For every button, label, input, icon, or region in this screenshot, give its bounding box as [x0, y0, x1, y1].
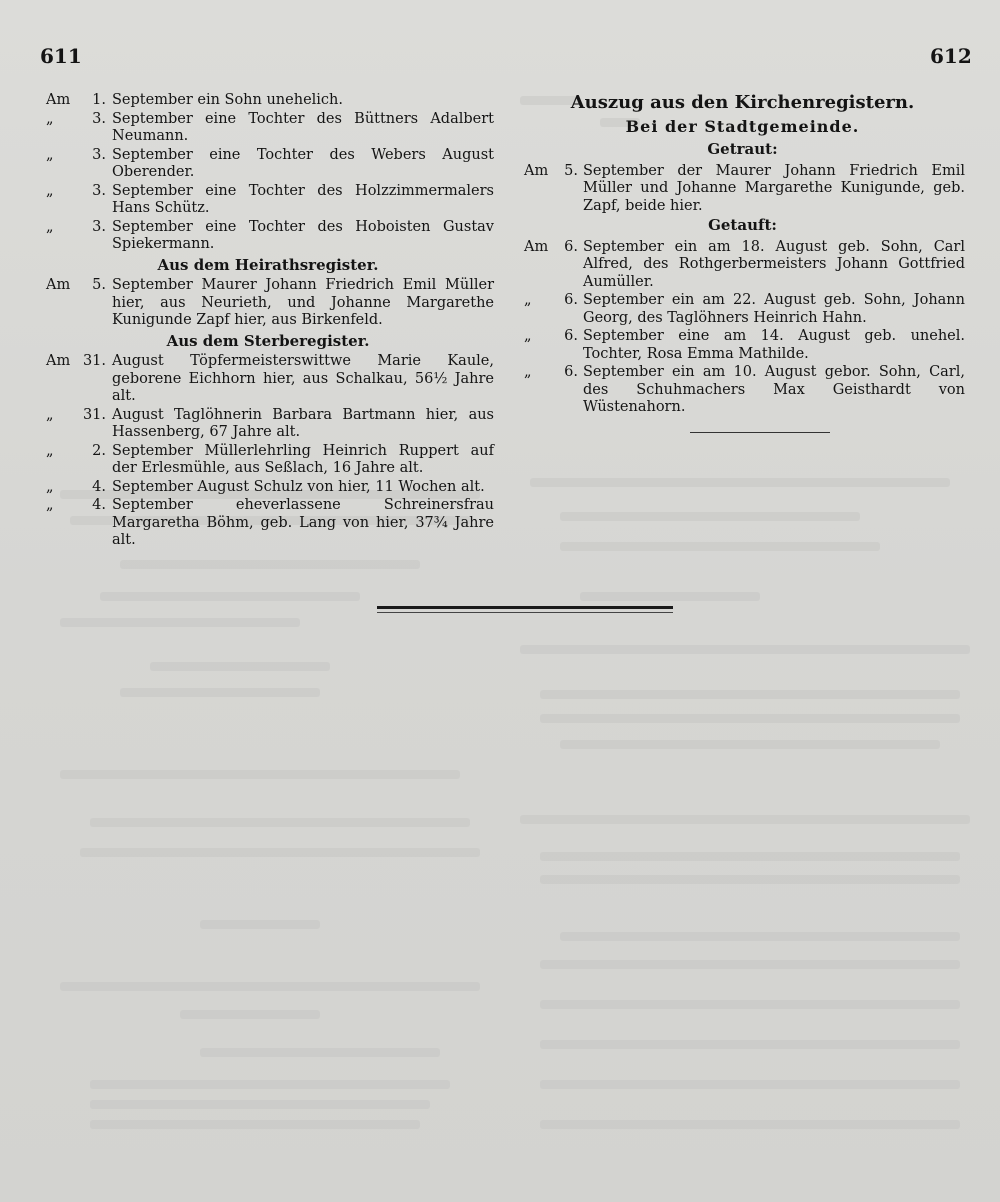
page-number-right: 612 — [930, 44, 972, 68]
list-item: „ 3. September eine Tochter des Hoboisten Gustav Spiekermann. — [46, 218, 494, 252]
list-item: Am 5. September der Maurer Johann Friedrich Emil Müller und Johanne Margarethe Kunigunde, geb. Zapf, beide hier. — [524, 162, 965, 214]
page-title: Auszug aus den Kirchenregistern. — [570, 92, 915, 113]
list-item: Am 6. September ein am 18. August geb. Sohn, Carl Alfred, des Rothgerbermeisters Johann Gottfried Aumüller. — [524, 238, 965, 290]
section-heading-sterbe: Aus dem Sterberegister. — [166, 331, 370, 350]
page-number-left: 611 — [40, 44, 82, 68]
list-item: „ 31. August Taglöhnerin Barbara Bartmann hier, aus Hassenberg, 67 Jahre alt. — [46, 406, 494, 440]
list-item: „ 4. September August Schulz von hier, 11 Wochen alt. — [46, 478, 485, 495]
section-end-rule — [377, 606, 673, 609]
right-column — [520, 92, 965, 418]
list-item: Am 31. August Töpfermeisterswittwe Marie Kaule, geborene Eichhorn hier, aus Schalkau, 56½ Jahre alt. — [46, 353, 494, 404]
birth-entries — [42, 92, 494, 254]
list-item: „ 3. September eine Tochter des Webers August Oberender. — [46, 146, 494, 180]
left-column — [42, 92, 494, 551]
section-heading-getraut: Getraut: — [707, 140, 778, 158]
list-item: „ 3. September eine Tochter des Holzzimmermalers Hans Schütz. — [46, 182, 494, 216]
section-end-rule-thin — [377, 612, 673, 613]
list-item: „ 6. September ein am 22. August geb. Sohn, Johann Georg, des Taglöhners Heinrich Hahn. — [524, 292, 965, 326]
list-item: Am 1. September ein Sohn unehelich. — [46, 92, 343, 108]
list-item: „ 2. September Müllerlehrling Heinrich Ruppert auf der Erlesmühle, aus Seßlach, 16 Jahre alt. — [46, 442, 494, 476]
list-item: „ 6. September eine am 14. August geb. unehel. Tochter, Rosa Emma Mathilde. — [524, 328, 965, 362]
list-item: „ 3. September eine Tochter des Büttners Adalbert Neumann. — [46, 110, 494, 144]
list-item: „ 6. September ein am 10. August gebor. Sohn, Carl, des Schuhmachers Max Geisthardt von Wüstenahorn. — [524, 364, 965, 415]
section-subtitle: Bei der Stadtgemeinde. — [625, 116, 860, 136]
short-divider — [690, 432, 830, 433]
list-item: Am 5. September Maurer Johann Friedrich Emil Müller hier, aus Neurieth, und Johanne Margarethe Kunigunde Zapf hier, aus Birkenfeld. — [46, 277, 494, 328]
section-heading-getauft: Getauft: — [708, 216, 777, 234]
list-item: „ 4. September eheverlassene Schreinersfrau Margaretha Böhm, geb. Lang von hier, 37¾ Jahre alt. — [46, 497, 494, 548]
section-heading-heirat: Aus dem Heirathsregister. — [157, 255, 379, 274]
